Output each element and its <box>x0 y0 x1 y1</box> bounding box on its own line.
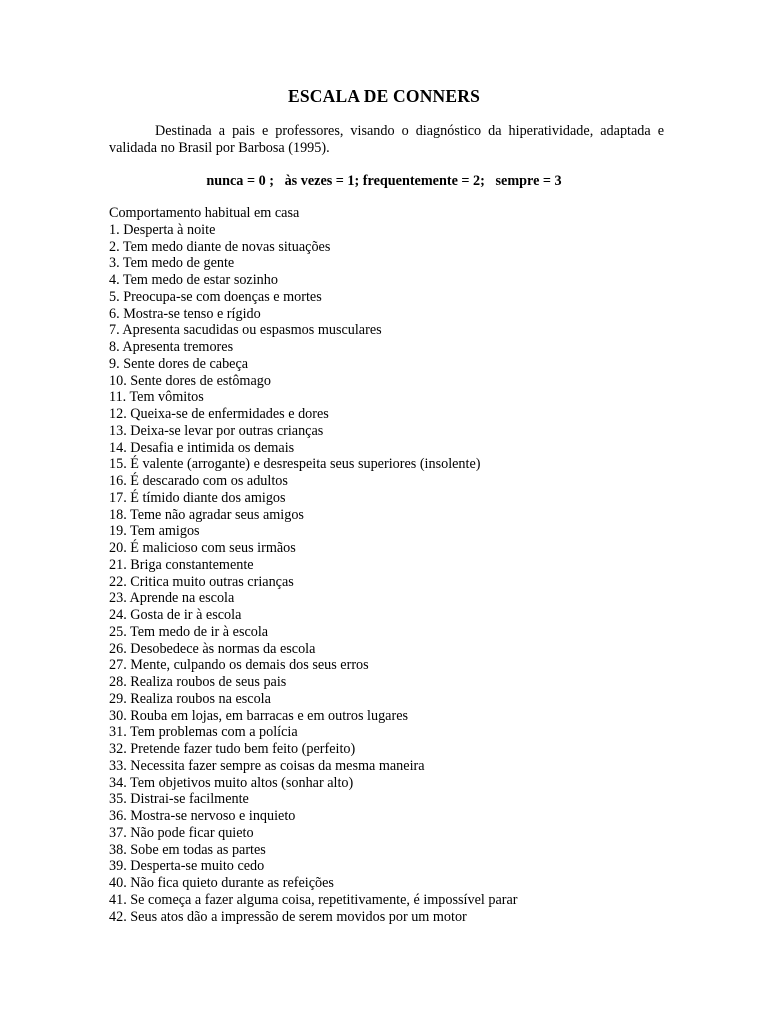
list-item: 29. Realiza roubos na escola <box>109 690 271 707</box>
section-heading: Comportamento habitual em casa <box>109 205 300 221</box>
behavior-items-list <box>109 222 518 926</box>
list-item: 14. Desafia e intimida os demais <box>109 439 295 456</box>
list-item: 28. Realiza roubos de seus pais <box>109 674 287 690</box>
document-title: ESCALA DE CONNERS <box>287 86 481 106</box>
list-item: 34. Tem objetivos muito altos (sonhar alto) <box>109 774 354 791</box>
list-item: 35. Distrai-se facilmente <box>109 791 249 808</box>
list-item: 24. Gosta de ir à escola <box>109 607 242 623</box>
list-item: 11. Tem vômitos <box>109 389 204 406</box>
list-item: 5. Preocupa-se com doenças e mortes <box>109 288 322 305</box>
rating-scale-legend: nunca = 0 ; às vezes = 1; frequentemente = 2; sempre = 3 <box>206 173 562 189</box>
list-item: 4. Tem medo de estar sozinho <box>109 272 278 288</box>
list-item: 21. Briga constantemente <box>109 556 254 573</box>
list-item: 6. Mostra-se tenso e rígido <box>109 305 261 322</box>
list-item: 31. Tem problemas com a polícia <box>109 724 298 741</box>
list-item: 39. Desperta-se muito cedo <box>109 858 265 875</box>
list-item: 17. É tímido diante dos amigos <box>109 489 286 506</box>
list-item: 30. Rouba em lojas, em barracas e em outros lugares <box>109 707 409 724</box>
list-item: 8. Apresenta tremores <box>109 339 234 355</box>
list-item: 36. Mostra-se nervoso e inquieto <box>109 808 296 824</box>
list-item: 33. Necessita fazer sempre as coisas da mesma maneira <box>109 757 425 774</box>
list-item: 22. Critica muito outras crianças <box>109 573 294 590</box>
list-item: 13. Deixa-se levar por outras crianças <box>109 422 324 439</box>
list-item: 7. Apresenta sacudidas ou espasmos musculares <box>109 322 382 339</box>
list-item: 23. Aprende na escola <box>109 590 235 607</box>
list-item: 26. Desobedece às normas da escola <box>109 640 316 657</box>
list-item: 27. Mente, culpando os demais dos seus erros <box>109 657 369 674</box>
list-item: 20. É malicioso com seus irmãos <box>109 540 296 556</box>
list-item: 25. Tem medo de ir à escola <box>109 623 269 640</box>
list-item: 42. Seus atos dão a impressão de serem movidos por um motor <box>109 908 467 925</box>
list-item: 10. Sente dores de estômago <box>109 372 271 389</box>
list-item: 16. É descarado com os adultos <box>109 473 288 489</box>
list-item: 15. É valente (arrogante) e desrespeita seus superiores (insolente) <box>109 456 481 473</box>
list-item: 41. Se começa a fazer alguma coisa, repetitivamente, é impossível parar <box>109 891 518 908</box>
list-item: 12. Queixa-se de enfermidades e dores <box>109 406 329 422</box>
list-item: 38. Sobe em todas as partes <box>109 841 266 858</box>
list-item: 32. Pretende fazer tudo bem feito (perfeito) <box>109 741 356 757</box>
list-item: 19. Tem amigos <box>109 523 200 540</box>
list-item: 9. Sente dores de cabeça <box>109 355 249 372</box>
list-item: 2. Tem medo diante de novas situações <box>109 238 331 255</box>
list-item: 18. Teme não agradar seus amigos <box>109 506 304 523</box>
list-item: 37. Não pode ficar quieto <box>109 824 254 841</box>
intro-paragraph: Destinada a pais e professores, visando o diagnóstico da hiperatividade, adaptada e validada no Brasil por Barbosa (1995). <box>109 123 664 156</box>
list-item: 1. Desperta à noite <box>109 221 216 238</box>
list-item: 40. Não fica quieto durante as refeições <box>109 875 334 891</box>
list-item: 3. Tem medo de gente <box>109 255 235 272</box>
